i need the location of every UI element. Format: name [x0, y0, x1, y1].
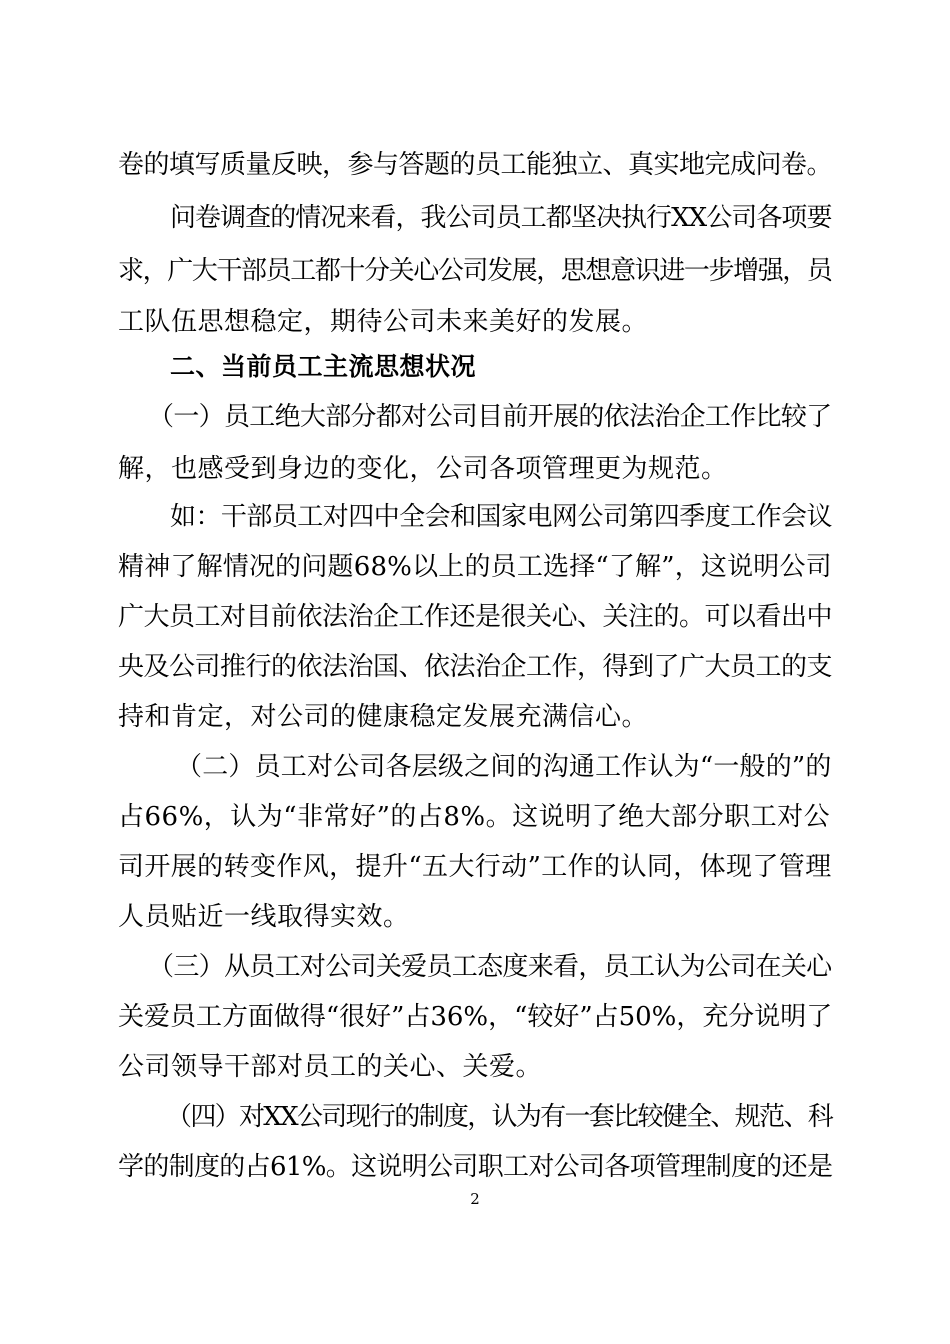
text-line-14: 占66%，认为“非常好”的占8%。这说明了绝大部分职工对公: [118, 802, 831, 832]
page-number: 2: [470, 1190, 480, 1208]
text-line-9: 精神了解情况的问题68%以上的员工选择“了解”，这说明公司: [118, 552, 832, 582]
text-line-8: 如：干部员工对四中全会和国家电网公司第四季度工作会议: [170, 502, 833, 532]
text-line-20: （四）对XX公司现行的制度，认为有一套比较健全、规范、科: [166, 1102, 833, 1132]
text-line-10: 广大员工对目前依法治企工作还是很关心、关注的。可以看出中: [118, 602, 833, 632]
text-line-12: 持和肯定，对公司的健康稳定发展充满信心。: [118, 702, 649, 732]
text-line-13: （二）员工对公司各层级之间的沟通工作认为“一般的”的: [176, 752, 832, 782]
text-line-19: 公司领导干部对员工的关心、关爱。: [118, 1052, 543, 1082]
text-line-16: 人员贴近一线取得实效。: [118, 902, 410, 932]
text-line-18: 关爱员工方面做得“很好”占36%，“较好”占50%，充分说明了: [118, 1002, 833, 1032]
text-line-7: 解，也感受到身边的变化，公司各项管理更为规范。: [118, 454, 728, 484]
section-heading: 二、当前员工主流思想状况: [170, 352, 477, 381]
text-line-11: 央及公司推行的依法治国、依法治企工作，得到了广大员工的支: [118, 652, 833, 682]
text-line-6: （一）员工绝大部分都对公司目前开展的依法治企工作比较了: [148, 402, 832, 432]
text-line-4: 工队伍思想稳定，期待公司未来美好的发展。: [118, 307, 649, 337]
text-line-15: 司开展的转变作风，提升“五大行动”工作的认同，体现了管理: [118, 852, 832, 882]
text-line-3: 求，广大干部员工都十分关心公司发展，思想意识进一步增强，员: [118, 256, 832, 286]
text-line-2: 问卷调查的情况来看，我公司员工都坚决执行XX公司各项要: [170, 203, 832, 233]
text-line-21: 学的制度的占61%。这说明公司职工对公司各项管理制度的还是: [118, 1152, 833, 1182]
text-line-1: 卷的填写质量反映，参与答题的员工能独立、真实地完成问卷。: [118, 150, 833, 180]
text-line-17: （三）从员工对公司关爱员工态度来看，员工认为公司在关心: [148, 952, 832, 982]
